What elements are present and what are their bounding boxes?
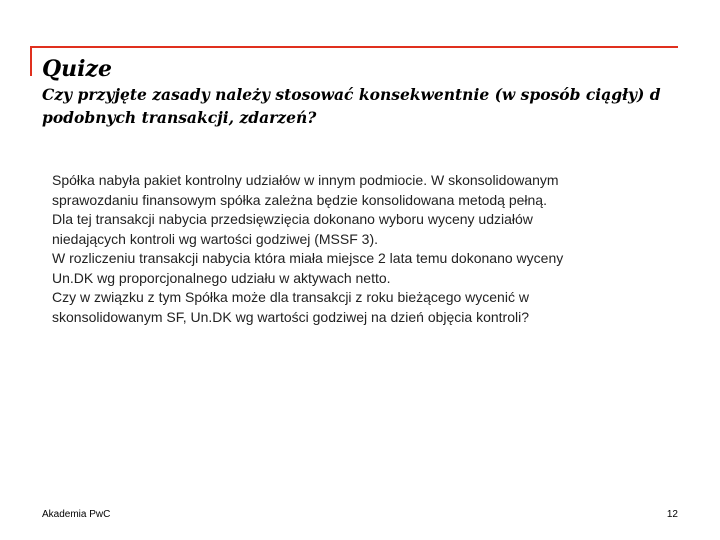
body-line: W rozliczeniu transakcji nabycia która miała miejsce 2 lata temu dokonano wyceny — [52, 250, 564, 266]
question-line: Czy przyjęte zasady należy stosować konsekwentnie (w sposób ciągły) d — [42, 85, 661, 104]
footer-organization: Akademia PwC — [42, 509, 111, 520]
slide-title: Quize — [42, 56, 113, 82]
body-line: niedających kontroli wg wartości godziwej (MSSF 3). — [52, 230, 379, 247]
header-rule-vertical — [30, 46, 32, 76]
body-line: Spółka nabyła pakiet kontrolny udziałów w innym podmiocie. W skonsolidowanym — [52, 172, 559, 188]
body-line: Dla tej transakcji nabycia przedsięwzięcia dokonano wyboru wyceny udziałów — [52, 211, 533, 227]
body-line: sprawozdaniu finansowym spółka zależna będzie konsolidowana metodą pełną. — [52, 191, 547, 208]
question-line: podobnych transakcji, zdarzeń? — [42, 108, 317, 127]
header-rule — [30, 46, 678, 48]
page-number: 12 — [666, 509, 678, 520]
case-description — [52, 171, 672, 327]
body-line: Un.DK wg proporcjonalnego udziału w aktywach netto. — [52, 269, 391, 286]
slide-question — [42, 83, 720, 129]
body-line: skonsolidowanym SF, Un.DK wg wartości godziwej na dzień objęcia kontroli? — [52, 308, 530, 325]
body-line: Czy w związku z tym Spółka może dla transakcji z roku bieżącego wycenić w — [52, 289, 529, 305]
